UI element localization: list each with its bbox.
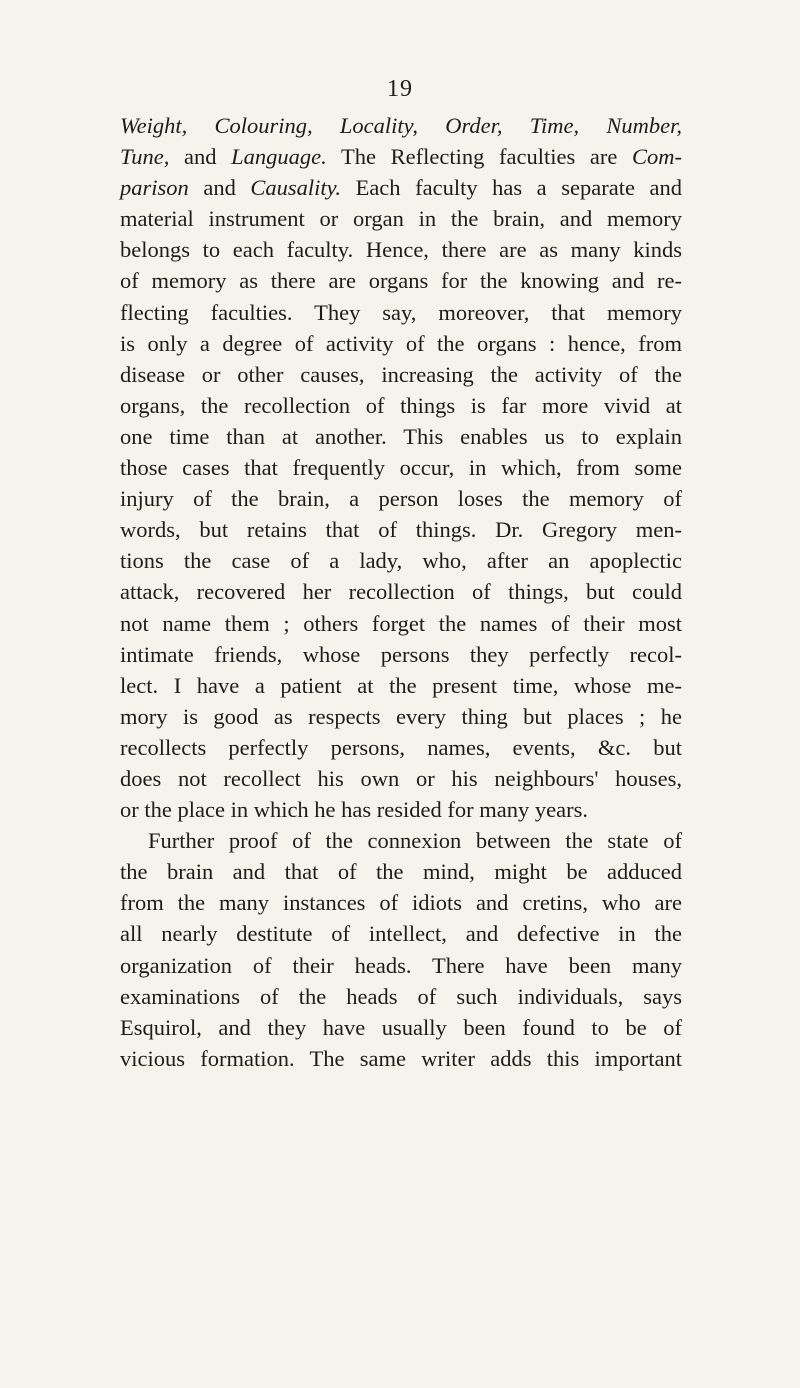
text-line <box>120 639 682 670</box>
text-run: and <box>188 175 251 201</box>
text-run: is only a degree of activity of the organs : hence, from <box>120 330 682 356</box>
text-run: mory is good as respects every thing but places ; he <box>120 703 682 729</box>
text-line <box>120 514 682 545</box>
text-line <box>120 794 682 825</box>
body-text <box>120 110 682 1074</box>
text-run: of memory as there are organs for the knowing and re- <box>120 268 682 294</box>
text-run: organs, the recollection of things is far more vivid at <box>120 392 682 418</box>
text-line <box>120 918 682 949</box>
text-run: or the place in which he has resided for many years. <box>120 797 588 823</box>
text-line <box>120 265 682 296</box>
text-line <box>120 608 682 639</box>
italic-text: Weight, Colouring, Locality, Order, Time, Number, <box>120 113 682 138</box>
text-run: from the many instances of idiots and cretins, who are <box>120 890 682 916</box>
page-number: 19 <box>387 76 413 102</box>
text-run: recollects perfectly persons, names, events, &c. but <box>120 734 682 760</box>
text-line <box>120 234 682 265</box>
text-line <box>120 856 682 887</box>
text-run: those cases that frequently occur, in which, from some <box>120 455 682 481</box>
text-run: examinations of the heads of such individuals, says <box>120 983 682 1009</box>
text-run: Further proof of the connexion between the state of <box>148 828 682 854</box>
text-run: words, but retains that of things. Dr. Gregory men- <box>120 517 682 543</box>
text-line <box>120 1043 682 1074</box>
text-line <box>120 359 682 390</box>
text-run: and <box>169 144 232 170</box>
italic-text: Tune, <box>120 144 170 170</box>
text-run: The Reflecting faculties are <box>326 144 632 170</box>
text-line <box>120 1012 682 1043</box>
text-line <box>120 763 682 794</box>
text-run: tions the case of a lady, who, after an apoplectic <box>120 548 682 574</box>
text-run: Each faculty has a separate and <box>341 175 682 201</box>
text-run: one time than at another. This enables us to explain <box>120 423 682 449</box>
text-run: disease or other causes, increasing the activity of the <box>120 361 682 387</box>
text-line <box>120 421 682 452</box>
text-run: belongs to each faculty. Hence, there are as many kinds <box>120 237 682 263</box>
text-line <box>120 701 682 732</box>
text-line <box>120 950 682 981</box>
text-run: vicious formation. The same writer adds this important <box>120 1045 682 1071</box>
text-run: the brain and that of the mind, might be adduced <box>120 859 682 885</box>
text-line <box>120 545 682 576</box>
text-line <box>120 390 682 421</box>
text-line <box>120 452 682 483</box>
text-line <box>120 670 682 701</box>
text-run: intimate friends, whose persons they perfectly recol- <box>120 641 682 667</box>
text-line <box>120 981 682 1012</box>
text-line <box>120 141 682 172</box>
text-run: organization of their heads. There have been many <box>120 952 682 978</box>
text-line <box>120 887 682 918</box>
text-line <box>120 297 682 328</box>
text-line <box>120 576 682 607</box>
text-run: Esquirol, and they have usually been found to be of <box>120 1014 682 1040</box>
text-line <box>120 732 682 763</box>
text-line <box>120 483 682 514</box>
text-line <box>120 328 682 359</box>
text-run: not name them ; others forget the names of their most <box>120 610 682 636</box>
text-run: all nearly destitute of intellect, and defective in the <box>120 921 682 947</box>
text-line <box>120 203 682 234</box>
text-line <box>120 825 682 856</box>
text-run: does not recollect his own or his neighbours' houses, <box>120 765 682 791</box>
text-run: material instrument or organ in the brain, and memory <box>120 206 682 232</box>
text-run: flecting faculties. They say, moreover, that memory <box>120 299 682 325</box>
italic-text: Language. <box>231 144 327 170</box>
italic-text: Causality. <box>250 175 342 201</box>
text-run: lect. I have a patient at the present time, whose me- <box>120 672 682 698</box>
text-line <box>120 110 682 141</box>
text-run: attack, recovered her recollection of things, but could <box>120 579 682 605</box>
text-line <box>120 172 682 203</box>
italic-text: parison <box>120 175 189 201</box>
italic-text: Com- <box>632 144 682 170</box>
text-run: injury of the brain, a person loses the memory of <box>120 486 682 512</box>
